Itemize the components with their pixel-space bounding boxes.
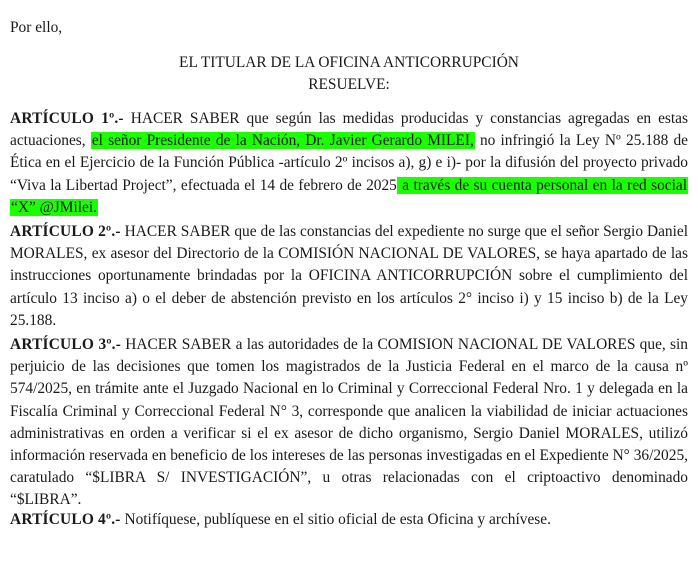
article-2-label: ARTÍCULO 2º.- <box>10 223 121 240</box>
article-3 <box>10 334 688 512</box>
article-1-text-b: no infringió la Ley Nº 25.188 de Ética en el Ejercicio de la Función Pública -artículo 2º incisos a), g) e i)- por la difusión del proyecto privado “Viva la Libertad Project”, efectuada el 14 de febrero de 2025 <box>10 132 688 194</box>
article-1-text-a: HACER SABER que según las medidas producidas y constancias agregadas en estas actuaciones, <box>10 110 688 150</box>
article-4-text: Notifíquese, publíquese en el sitio oficial de esta Oficina y archívese. <box>120 511 551 528</box>
resolution-subtitle: RESUELVE: <box>308 76 390 93</box>
article-4 <box>10 509 688 531</box>
article-2-text: HACER SABER que de las constancias del expediente no surge que el señor Sergio Daniel MORALES, ex asesor del Directorio de la COMISIÓN NACIONAL DE VALORES, se haya apartado de las instrucciones oportunamente brindadas por la OFICINA ANTICORRUPCIÓN sobre el cumplimiento del artículo 13 inciso a) o el deber de abstención previsto en los artículos 2° inciso i) y 15 inciso b) de la Ley 25.188. <box>10 223 688 329</box>
article-2 <box>10 221 688 332</box>
resolution-title: EL TITULAR DE LA OFICINA ANTICORRUPCIÓN <box>179 54 519 71</box>
article-3-text: HACER SABER a las autoridades de la COMISION NACIONAL DE VALORES que, sin perjuicio de las decisiones que tomen los magistrados de la Justicia Federal en el marco de la causa nº 574/2025, en trámite ante el Juzgado Nacional en lo Criminal y Correccional Federal Nro. 1 y delegada en la Fiscalía Criminal y Correccional Federal N° 3, corresponde que analicen la viabilidad de iniciar actuaciones administrativas en orden a verificar si el ex asesor de dicho organismo, Sergio Daniel MORALES, utilizó información reservada en beneficio de los intereses de las personas investigadas en el Expediente N° 36/2025, caratulado “$LIBRA S/ INVESTIGACIÓN”, u otras relacionadas con el criptoactivo denominado “$LIBRA”. <box>10 336 688 509</box>
article-1-highlight-president: el señor Presidente de la Nación, Dr. Javier Gerardo MILEI, <box>91 132 474 150</box>
article-1 <box>10 108 688 219</box>
article-1-highlight-account: a través de su cuenta personal en la red social “X” @JMilei. <box>11 176 687 216</box>
intro-text: Por ello, <box>10 19 63 36</box>
article-3-label: ARTÍCULO 3º.- <box>10 336 122 353</box>
article-1-label: ARTÍCULO 1º.- <box>10 110 124 127</box>
article-4-label: ARTÍCULO 4º.- <box>10 511 121 528</box>
